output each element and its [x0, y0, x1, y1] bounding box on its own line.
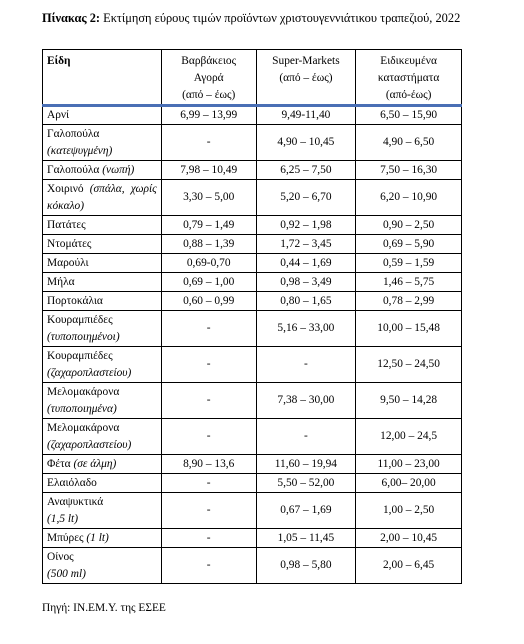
shops-price-cell: 7,50 – 16,30 — [356, 161, 462, 180]
shops-price-cell: 6,20 – 10,90 — [356, 180, 462, 216]
item-note: (νωπή) — [102, 163, 135, 176]
item-name: Ελαιόλαδο — [47, 476, 97, 489]
item-cell — [43, 180, 162, 216]
shops-price-cell: 0,69 – 5,90 — [356, 235, 462, 254]
table-row — [43, 125, 462, 161]
item-name: Μπύρες — [47, 531, 84, 544]
item-note: (500 ml) — [47, 567, 86, 580]
item-cell — [43, 383, 162, 419]
item-name: Χοιρινό — [47, 182, 84, 195]
table-row — [43, 161, 462, 180]
supermarkets-price-cell: 1,72 – 3,45 — [256, 235, 356, 254]
table-row — [43, 311, 462, 347]
price-range-table — [42, 49, 462, 584]
header-varvakios-line2: Αγορά — [193, 72, 224, 84]
item-note: (τυποποιημένοι) — [47, 330, 120, 343]
supermarkets-price-cell: 4,90 – 10,45 — [256, 125, 356, 161]
supermarkets-price-cell: - — [256, 347, 356, 383]
varvakios-price-cell: 6,99 – 13,99 — [161, 106, 256, 125]
item-cell — [43, 106, 162, 125]
varvakios-price-cell: - — [161, 493, 256, 529]
supermarkets-price-cell: 1,05 – 11,45 — [256, 529, 356, 548]
header-varvakios — [161, 50, 256, 106]
item-name: Μελομακάρονα — [47, 385, 120, 398]
item-name: Πορτοκάλια — [47, 294, 103, 307]
varvakios-price-cell: 3,30 – 5,00 — [161, 180, 256, 216]
shops-price-cell: 6,00– 20,00 — [356, 474, 462, 493]
varvakios-price-cell: - — [161, 419, 256, 455]
varvakios-price-cell: 7,98 – 10,49 — [161, 161, 256, 180]
caption-label: Πίνακας 2: — [42, 11, 101, 25]
supermarkets-price-cell: - — [256, 419, 356, 455]
header-supermarkets — [256, 50, 356, 106]
shops-price-cell: 1,46 – 5,75 — [356, 273, 462, 292]
item-cell — [43, 273, 162, 292]
table-caption — [42, 9, 482, 28]
varvakios-price-cell: - — [161, 548, 256, 584]
item-cell — [43, 216, 162, 235]
shops-price-cell: 12,50 – 24,50 — [356, 347, 462, 383]
supermarkets-price-cell: 7,38 – 30,00 — [256, 383, 356, 419]
caption-text: Εκτίμηση εύρους τιμών προϊόντων χριστουγεννιάτικου τραπεζιού, 2022 — [103, 11, 461, 25]
shops-price-cell: 0,78 – 2,99 — [356, 292, 462, 311]
header-shops-line1: Ειδικευμένα — [380, 55, 437, 67]
supermarkets-price-cell: 6,25 – 7,50 — [256, 161, 356, 180]
item-note: (σε άλμη) — [73, 457, 117, 470]
shops-price-cell: 2,00 – 6,45 — [356, 548, 462, 584]
item-cell — [43, 311, 162, 347]
item-name: Μαρούλι — [47, 256, 89, 269]
varvakios-price-cell: - — [161, 529, 256, 548]
table-row — [43, 474, 462, 493]
shops-price-cell: 2,00 – 10,45 — [356, 529, 462, 548]
item-name: Κουραμπιέδες — [47, 313, 113, 326]
table-row — [43, 529, 462, 548]
table-row — [43, 235, 462, 254]
header-items — [43, 50, 162, 106]
item-note: (1 lt) — [86, 531, 109, 544]
supermarkets-price-cell: 0,92 – 1,98 — [256, 216, 356, 235]
item-cell — [43, 292, 162, 311]
item-cell — [43, 254, 162, 273]
item-note: (κατεψυγμένη) — [47, 144, 113, 157]
item-cell — [43, 125, 162, 161]
header-shops-line3: (από-έως) — [385, 89, 432, 101]
supermarkets-price-cell: 9,49-11,40 — [256, 106, 356, 125]
item-name: Γαλοπούλα — [47, 163, 100, 176]
item-cell — [43, 347, 162, 383]
item-note: (σπάλα, χωρίς κόκαλο) — [47, 182, 157, 212]
shops-price-cell: 1,00 – 2,50 — [356, 493, 462, 529]
varvakios-price-cell: - — [161, 383, 256, 419]
varvakios-price-cell: 0,79 – 1,49 — [161, 216, 256, 235]
supermarkets-price-cell: 11,60 – 19,94 — [256, 455, 356, 474]
item-cell — [43, 529, 162, 548]
shops-price-cell: 4,90 – 6,50 — [356, 125, 462, 161]
shops-price-cell: 6,50 – 15,90 — [356, 106, 462, 125]
item-note: (ζαχαροπλαστείου) — [47, 438, 132, 451]
supermarkets-price-cell: 0,67 – 1,69 — [256, 493, 356, 529]
table-row — [43, 419, 462, 455]
shops-price-cell: 10,00 – 15,48 — [356, 311, 462, 347]
header-supermarkets-line2: (από – έως) — [279, 72, 333, 84]
header-specialty-shops — [356, 50, 462, 106]
item-cell — [43, 493, 162, 529]
item-cell — [43, 548, 162, 584]
supermarkets-price-cell: 5,50 – 52,00 — [256, 474, 356, 493]
supermarkets-price-cell: 0,98 – 3,49 — [256, 273, 356, 292]
item-name: Μελομακάρονα — [47, 421, 120, 434]
varvakios-price-cell: 0,69-0,70 — [161, 254, 256, 273]
supermarkets-price-cell: 5,16 – 33,00 — [256, 311, 356, 347]
table-row — [43, 254, 462, 273]
item-note: (1,5 lt) — [47, 512, 79, 525]
item-name: Γαλοπούλα — [47, 127, 100, 140]
shops-price-cell: 0,59 – 1,59 — [356, 254, 462, 273]
item-name: Αρνί — [47, 109, 70, 121]
header-varvakios-line1: Βαρβάκειος — [181, 55, 237, 67]
item-name: Οίνος — [47, 550, 74, 563]
supermarkets-price-cell: 0,80 – 1,65 — [256, 292, 356, 311]
supermarkets-price-cell: 0,98 – 5,80 — [256, 548, 356, 584]
shops-price-cell: 0,90 – 2,50 — [356, 216, 462, 235]
item-name: Ντομάτες — [47, 237, 92, 250]
item-cell — [43, 419, 162, 455]
item-cell — [43, 455, 162, 474]
table-row — [43, 383, 462, 419]
item-cell — [43, 235, 162, 254]
item-name: Πατάτες — [47, 218, 86, 231]
table-row — [43, 180, 462, 216]
item-note: (ζαχαροπλαστείου) — [47, 366, 132, 379]
item-name: Κουραμπιέδες — [47, 349, 113, 362]
table-row — [43, 455, 462, 474]
table-body — [43, 106, 462, 584]
source-note: Πηγή: ΙΝ.ΕΜ.Υ. της ΕΣΕΕ — [42, 602, 166, 614]
shops-price-cell: 11,00 – 23,00 — [356, 455, 462, 474]
item-name: Μήλα — [47, 275, 75, 288]
item-note: (τυποποιημένα) — [47, 402, 117, 415]
item-cell — [43, 161, 162, 180]
header-items-label: Είδη — [47, 55, 71, 67]
varvakios-price-cell: 0,60 – 0,99 — [161, 292, 256, 311]
table-row — [43, 548, 462, 584]
varvakios-price-cell: - — [161, 311, 256, 347]
item-name: Αναψυκτικά — [47, 495, 104, 508]
header-row — [43, 50, 462, 106]
header-varvakios-line3: (από – έως) — [182, 89, 236, 101]
header-shops-line2: καταστήματα — [377, 72, 440, 84]
varvakios-price-cell: - — [161, 125, 256, 161]
supermarkets-price-cell: 5,20 – 6,70 — [256, 180, 356, 216]
varvakios-price-cell: 0,88 – 1,39 — [161, 235, 256, 254]
varvakios-price-cell: - — [161, 474, 256, 493]
table-row — [43, 273, 462, 292]
header-supermarkets-line1: Super-Markets — [272, 55, 340, 67]
item-cell — [43, 474, 162, 493]
shops-price-cell: 12,00 – 24,5 — [356, 419, 462, 455]
supermarkets-price-cell: 0,44 – 1,69 — [256, 254, 356, 273]
table-row — [43, 292, 462, 311]
varvakios-price-cell: 0,69 – 1,00 — [161, 273, 256, 292]
item-name: Φέτα — [47, 457, 71, 470]
table-row — [43, 493, 462, 529]
table-row — [43, 216, 462, 235]
table-row — [43, 106, 462, 125]
table-row — [43, 347, 462, 383]
varvakios-price-cell: - — [161, 347, 256, 383]
shops-price-cell: 9,50 – 14,28 — [356, 383, 462, 419]
varvakios-price-cell: 8,90 – 13,6 — [161, 455, 256, 474]
